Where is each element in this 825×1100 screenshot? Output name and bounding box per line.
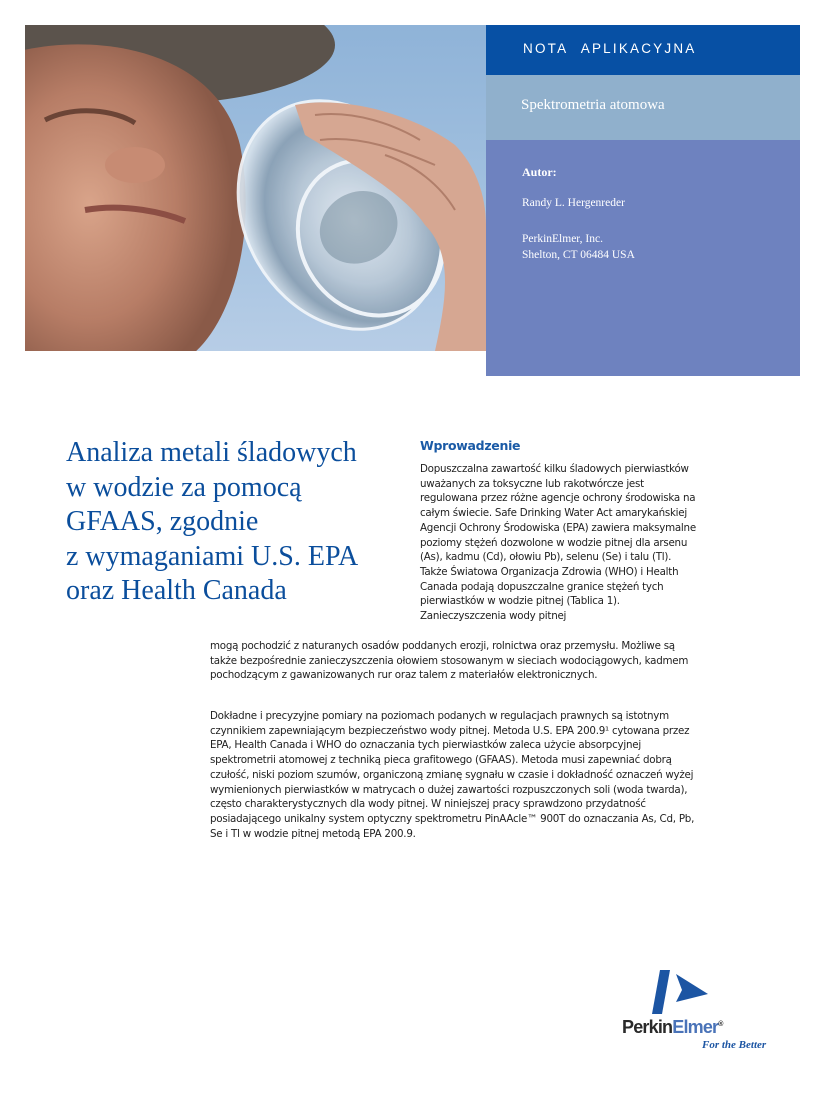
perkinelmer-p-mark-icon	[650, 968, 710, 1016]
logo-word-perkin: Perkin	[622, 1017, 673, 1037]
intro-paragraph-1-part-2: mogą pochodzić z naturanych osadów poddanych erozji, rolnictwa oraz przemysłu. Możliwe są także bezpośrednie zanieczyszczenia ołowiem stosowanym w sieciach wodociągowych, kadmem pochodzącym z gawanizowanych rur oraz talem z materiałów elektronicznych.	[210, 640, 689, 682]
author-label: Autor:	[522, 165, 557, 179]
man-drinking-water-illustration	[25, 25, 486, 351]
perkinelmer-logo	[620, 965, 780, 1055]
note-type-banner	[486, 25, 800, 75]
section-heading-introduction: Wprowadzenie	[420, 438, 521, 453]
title-line: oraz Health Canada	[66, 575, 287, 606]
author-organization: PerkinElmer, Inc.	[522, 233, 603, 245]
title-line: z wymaganiami U.S. EPA	[66, 540, 359, 572]
note-type-label: NOTA APLIKACYJNA	[523, 41, 697, 56]
category-label: Spektrometria atomowa	[521, 97, 665, 113]
registered-mark: ®	[718, 1021, 723, 1028]
document-title	[66, 436, 406, 609]
title-line: Analiza metali śladowych	[66, 437, 357, 468]
author-panel	[486, 140, 800, 376]
author-name: Randy L. Hergenreder	[522, 197, 625, 209]
logo-tagline: For the Better	[702, 1039, 767, 1051]
author-affiliation	[522, 231, 635, 263]
cover-photo	[25, 25, 486, 351]
title-line: GFAAS, zgodnie	[66, 506, 259, 537]
intro-paragraph-1-part-1: Dopuszczalna zawartość kilku śladowych pierwiastków uważanych za toksyczne lub rakotwórcze jest regulowana przez różne agencje ochrony środowiska na całym świecie. Safe Drinking Water Act amarykańskiej Agencji Ochrony Środowiska (EPA) zawiera maksymalne poziomy stężeń dozwolone w wodzie pitnej dla arsenu (As), kadmu (Cd), ołowiu Pb), selenu (Se) i talu (Tl). Także Światowa Organizacja Zdrowia (WHO) i Health Canada podają dopuszczalne granice stężeń tych pierwiastków w wodzie pitnej (Tablica 1). Zanieczyszczenia wody pitnej	[420, 463, 696, 623]
title-line: w wodzie za pomocą	[66, 471, 302, 503]
intro-paragraph-2: Dokładne i precyzyjne pomiary na poziomach podanych w regulacjach prawnych są istotnym czynnikiem zapewniającym bezpieczeństwo wody pitnej. Metoda U.S. EPA 200.9¹ cytowana przez EPA, Health Canada i WHO do oznaczania tych pierwiastków zaleca użycie absorpcyjnej spektrometrii atomowej z techniką pieca grafitowego (GFAAS). Metoda musi zapewniać dobrą czułość, niski poziom szumów, organiczoną zmianę sygnału w czasie i dokładność oznaczeń wyżej wymienionych pierwiastków w matrycach o dużej zawartości rozpuszczonych soli (woda twarda), często charakterystycznych dla wody pitnej. W niniejszej pracy sprawdzono przydatność posiadającego unikalny system optyczny spektrometru PinAAcle™ 900T do oznaczania As, Cd, Pb, Se i Tl w wodzie pitnej metodą EPA 200.9.	[210, 710, 695, 840]
logo-word-elmer: Elmer	[672, 1017, 719, 1037]
category-banner	[486, 75, 800, 140]
author-address: Shelton, CT 06484 USA	[522, 249, 635, 261]
logo-wordmark	[622, 1017, 723, 1038]
